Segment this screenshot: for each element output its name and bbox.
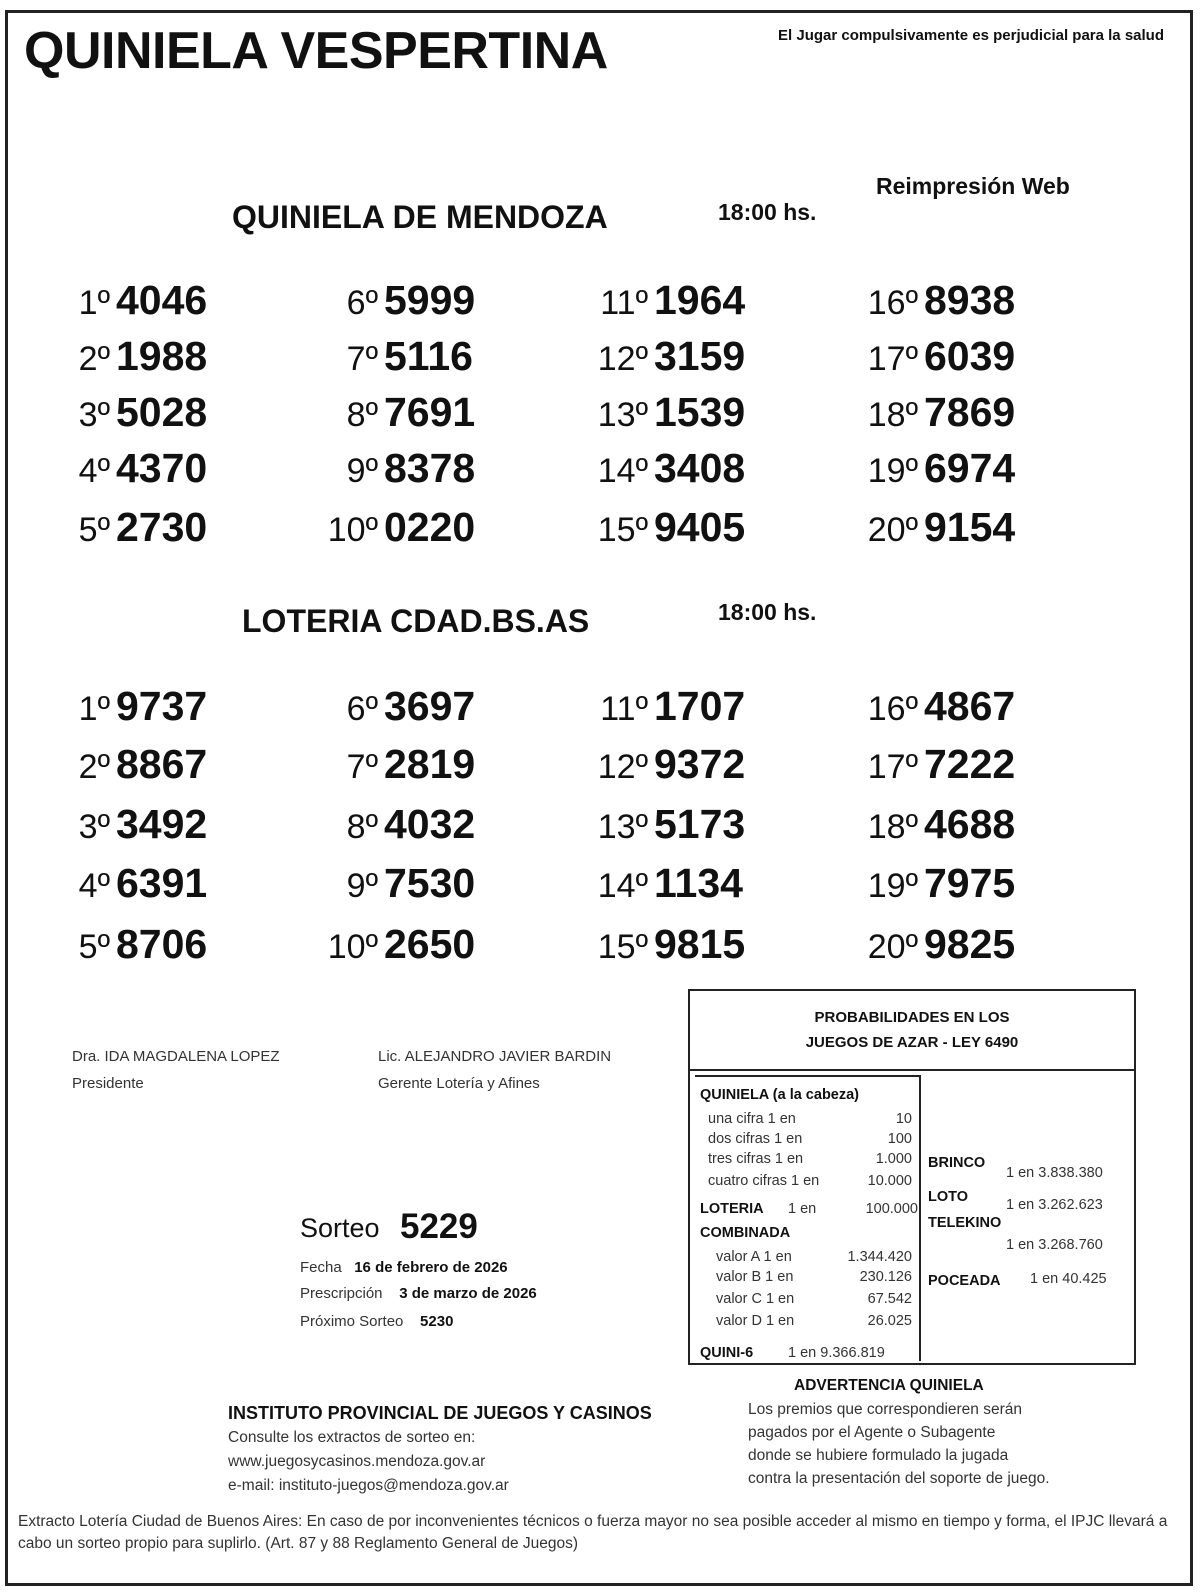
result-cell — [46, 801, 207, 848]
result-cell — [46, 333, 207, 380]
result-position: 8º — [346, 808, 378, 846]
result-position: 18º — [867, 808, 918, 846]
result-position: 1º — [78, 690, 110, 728]
loto-prob-label: LOTO — [928, 1189, 969, 1205]
result-number: 2650 — [384, 921, 476, 967]
result-position: 17º — [867, 748, 918, 786]
draw-next: 5230 — [420, 1313, 454, 1330]
result-number: 2730 — [116, 504, 208, 550]
result-cell — [46, 741, 207, 788]
result-number: 4046 — [116, 277, 208, 323]
draw-next-label: Próximo Sorteo — [300, 1313, 404, 1330]
prob-row-value: 67.542 — [867, 1291, 912, 1307]
result-number: 5116 — [384, 333, 473, 379]
result-cell — [584, 389, 745, 436]
result-cell — [584, 333, 745, 380]
result-position: 3º — [78, 808, 110, 846]
result-position: 3º — [78, 396, 110, 434]
prob-row-label: una cifra 1 en — [708, 1111, 796, 1127]
result-cell — [854, 741, 1015, 788]
result-cell — [584, 277, 745, 324]
result-number: 6391 — [116, 860, 208, 906]
result-cell — [46, 921, 207, 968]
prob-row-value: 1.000 — [875, 1151, 912, 1167]
result-cell — [854, 277, 1015, 324]
result-position: 16º — [867, 284, 918, 322]
result-number: 9737 — [116, 683, 208, 729]
result-number: 6974 — [924, 445, 1016, 491]
brinco-prob-label: BRINCO — [928, 1155, 986, 1171]
prob-row-value: 26.025 — [867, 1313, 912, 1329]
result-cell — [46, 277, 207, 324]
combinada-prob-title: COMBINADA — [700, 1225, 791, 1241]
result-number: 7869 — [924, 389, 1016, 435]
prob-row-value: 10.000 — [867, 1173, 912, 1189]
result-number: 8378 — [384, 445, 476, 491]
advertencia-line: contra la presentación del soporte de juego. — [748, 1470, 1050, 1487]
poceada-prob-label: POCEADA — [928, 1273, 1001, 1289]
lottery-extract-sheet — [5, 10, 1193, 1586]
section-title-mendoza: QUINIELA DE MENDOZA — [232, 199, 608, 235]
signature-role: Presidente — [72, 1075, 144, 1092]
result-cell — [854, 389, 1015, 436]
result-cell — [46, 860, 207, 907]
result-position: 5º — [78, 928, 110, 966]
prob-row-label: valor B 1 en — [716, 1269, 794, 1285]
result-position: 2º — [78, 748, 110, 786]
poceada-prob-text: 1 en 40.425 — [1030, 1271, 1107, 1287]
signature-name: Dra. IDA MAGDALENA LOPEZ — [72, 1048, 280, 1065]
prob-row-label: dos cifras 1 en — [708, 1131, 803, 1147]
result-number: 9154 — [924, 504, 1016, 550]
loto-prob-text: 1 en 3.262.623 — [1006, 1197, 1103, 1213]
result-cell — [46, 683, 207, 730]
result-cell — [854, 445, 1015, 492]
result-position: 9º — [346, 452, 378, 490]
result-cell — [854, 921, 1015, 968]
result-cell — [314, 683, 475, 730]
result-cell — [584, 741, 745, 788]
health-warning: El Jugar compulsivamente es perjudicial para la salud — [778, 27, 1164, 44]
result-number: 1964 — [654, 277, 746, 323]
brinco-prob-text: 1 en 3.838.380 — [1006, 1165, 1103, 1181]
draw-expiry: 3 de marzo de 2026 — [399, 1285, 537, 1302]
result-number: 7530 — [384, 860, 476, 906]
draw-expiry-row — [300, 1285, 537, 1302]
result-position: 7º — [346, 340, 378, 378]
result-cell — [314, 333, 473, 380]
result-cell — [854, 683, 1015, 730]
result-number: 9825 — [924, 921, 1016, 967]
result-position: 6º — [346, 690, 378, 728]
prob-row-value: 230.126 — [859, 1269, 912, 1285]
result-number: 5028 — [116, 389, 208, 435]
result-cell — [314, 741, 475, 788]
footer-note: Extracto Lotería Ciudad de Buenos Aires: En caso de por inconvenientes técnicos o fuerza mayor no sea posible acceder al mismo en tiempo y forma, el IPJC llevará a cabo un sorteo propio para suplirlo. (Art. 87 y 88 Reglamento General de Juegos) — [18, 1513, 1168, 1552]
institute-website-link[interactable]: www.juegosycasinos.mendoza.gov.ar — [228, 1453, 486, 1470]
result-number: 1707 — [654, 683, 746, 729]
result-cell — [314, 921, 475, 968]
quini6-prob-label: QUINI-6 — [700, 1345, 754, 1361]
result-position: 15º — [597, 511, 648, 549]
result-cell — [854, 333, 1015, 380]
result-number: 1988 — [116, 333, 208, 379]
section-time-bsas: 18:00 hs. — [718, 599, 817, 625]
result-number: 9815 — [654, 921, 746, 967]
result-number: 4688 — [924, 801, 1016, 847]
result-position: 14º — [597, 867, 648, 905]
prob-row-label: tres cifras 1 en — [708, 1151, 804, 1167]
advertencia-line: pagados por el Agente o Subagente — [748, 1424, 996, 1441]
result-position: 12º — [597, 340, 648, 378]
result-number: 7975 — [924, 860, 1016, 906]
advertencia-line: Los premios que correspondieren serán — [748, 1401, 1022, 1418]
result-position: 9º — [346, 867, 378, 905]
result-position: 4º — [78, 452, 110, 490]
prob-row-label: cuatro cifras 1 en — [708, 1173, 820, 1189]
result-number: 3492 — [116, 801, 208, 847]
loteria-prob-text: 1 en — [788, 1201, 817, 1217]
signature-name: Lic. ALEJANDRO JAVIER BARDIN — [378, 1048, 612, 1065]
draw-date-row — [300, 1259, 508, 1276]
probabilities-header — [690, 991, 1134, 1071]
draw-date: 16 de febrero de 2026 — [354, 1259, 508, 1276]
result-position: 19º — [867, 867, 918, 905]
signature-manager — [378, 1043, 611, 1097]
result-position: 13º — [597, 808, 648, 846]
result-position: 16º — [867, 690, 918, 728]
result-number: 3159 — [654, 333, 746, 379]
advertencia-line: donde se hubiere formulado la jugada — [748, 1447, 1009, 1464]
result-cell — [584, 683, 745, 730]
institute-email-link[interactable]: e-mail: instituto-juegos@mendoza.gov.ar — [228, 1477, 509, 1494]
page-title: QUINIELA VESPERTINA — [24, 22, 608, 80]
result-position: 6º — [346, 284, 378, 322]
result-position: 5º — [78, 511, 110, 549]
result-cell — [314, 445, 475, 492]
draw-date-label: Fecha — [300, 1259, 342, 1276]
result-cell — [314, 860, 475, 907]
result-position: 12º — [597, 748, 648, 786]
result-position: 18º — [867, 396, 918, 434]
result-number: 1539 — [654, 389, 746, 435]
probabilities-title-2: JUEGOS DE AZAR - LEY 6490 — [805, 1034, 1019, 1051]
result-position: 4º — [78, 867, 110, 905]
result-position: 11º — [600, 284, 648, 322]
result-number: 6039 — [924, 333, 1016, 379]
result-cell — [314, 389, 475, 436]
result-cell — [854, 504, 1015, 551]
result-number: 9372 — [654, 741, 746, 787]
result-position: 17º — [867, 340, 918, 378]
result-number: 5999 — [384, 277, 476, 323]
result-number: 0220 — [384, 504, 476, 550]
result-position: 8º — [346, 396, 378, 434]
result-cell — [584, 504, 745, 551]
result-position: 15º — [597, 928, 648, 966]
result-number: 4867 — [924, 683, 1016, 729]
result-cell — [46, 504, 207, 551]
result-number: 2819 — [384, 741, 476, 787]
result-number: 5173 — [654, 801, 746, 847]
result-number: 4032 — [384, 801, 476, 847]
result-cell — [584, 921, 745, 968]
result-cell — [854, 860, 1015, 907]
prob-row-label: valor C 1 en — [716, 1291, 795, 1307]
loteria-prob-label: LOTERIA — [700, 1201, 764, 1217]
telekino-prob-text: 1 en 3.268.760 — [1006, 1237, 1103, 1253]
result-position: 10º — [327, 511, 378, 549]
section-time-mendoza: 18:00 hs. — [718, 199, 817, 225]
result-number: 8706 — [116, 921, 208, 967]
quini6-prob-text: 1 en 9.366.819 — [788, 1345, 885, 1361]
draw-expiry-label: Prescripción — [300, 1285, 383, 1302]
result-position: 7º — [346, 748, 378, 786]
signature-president — [72, 1043, 280, 1097]
result-cell — [584, 445, 745, 492]
result-number: 3697 — [384, 683, 476, 729]
institute-consult: Consulte los extractos de sorteo en: — [228, 1429, 476, 1446]
prob-row-label: valor D 1 en — [716, 1313, 795, 1329]
draw-next-row — [300, 1313, 453, 1330]
result-position: 19º — [867, 452, 918, 490]
loteria-prob-value: 100.000 — [865, 1201, 918, 1217]
result-number: 4370 — [116, 445, 208, 491]
reprint-label: Reimpresión Web — [876, 173, 1070, 199]
result-number: 9405 — [654, 504, 746, 550]
result-cell — [854, 801, 1015, 848]
telekino-prob-label: TELEKINO — [928, 1215, 1002, 1231]
result-position: 20º — [867, 928, 918, 966]
result-number: 8867 — [116, 741, 208, 787]
draw-label: Sorteo — [300, 1213, 380, 1243]
result-cell — [46, 389, 207, 436]
result-position: 2º — [78, 340, 110, 378]
prob-row-label: valor A 1 en — [716, 1249, 792, 1265]
result-cell — [46, 445, 207, 492]
result-cell — [314, 277, 475, 324]
draw-number: 5229 — [400, 1207, 478, 1246]
result-cell — [584, 860, 743, 907]
result-number: 3408 — [654, 445, 746, 491]
institute-name: INSTITUTO PROVINCIAL DE JUEGOS Y CASINOS — [228, 1403, 652, 1423]
probabilities-title-1: PROBABILIDADES EN LOS — [814, 1009, 1010, 1026]
result-position: 20º — [867, 511, 918, 549]
result-number: 7691 — [384, 389, 476, 435]
result-position: 1º — [78, 284, 110, 322]
prob-row-value: 1.344.420 — [847, 1249, 912, 1265]
result-number: 8938 — [924, 277, 1016, 323]
result-number: 7222 — [924, 741, 1016, 787]
advertencia-title: ADVERTENCIA QUINIELA — [794, 1377, 984, 1394]
result-cell — [314, 504, 475, 551]
quiniela-prob-title: QUINIELA (a la cabeza) — [700, 1087, 860, 1103]
result-position: 11º — [600, 690, 648, 728]
result-position: 14º — [597, 452, 648, 490]
result-position: 13º — [597, 396, 648, 434]
result-position: 10º — [327, 928, 378, 966]
prob-row-value: 100 — [887, 1131, 912, 1147]
result-cell — [584, 801, 745, 848]
result-number: 1134 — [654, 860, 743, 906]
result-cell — [314, 801, 475, 848]
signature-role: Gerente Lotería y Afines — [378, 1075, 540, 1092]
prob-row-value: 10 — [895, 1111, 912, 1127]
section-title-bsas: LOTERIA CDAD.BS.AS — [242, 603, 590, 639]
probabilities-box — [688, 989, 1136, 1365]
